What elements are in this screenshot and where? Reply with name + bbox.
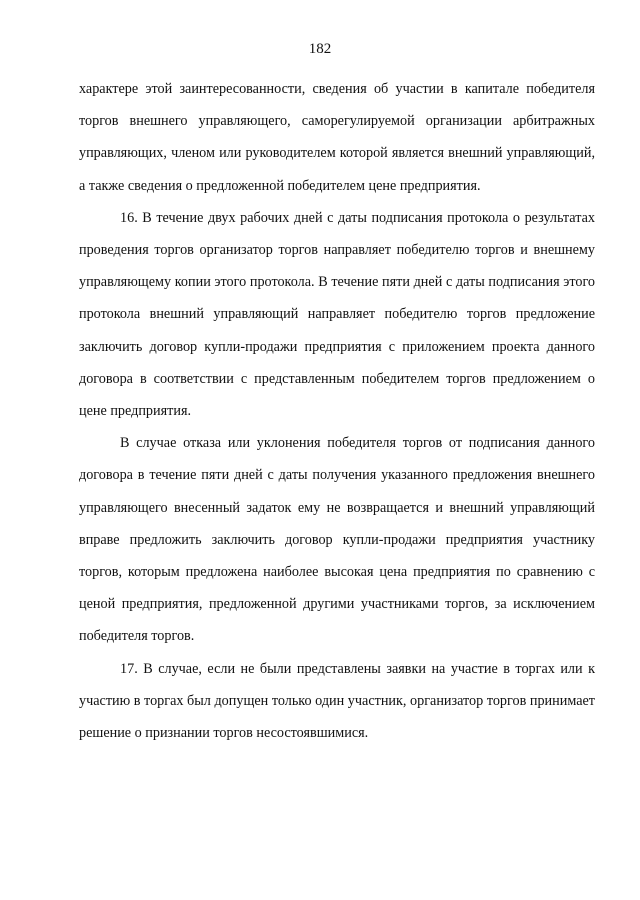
page-number: 182 bbox=[308, 41, 332, 57]
paragraph-clause-17: 17. В случае, если не были представлены заявки на участие в торгах или к участию в торгах был допущен только один участник, организатор торгов принимает решение о признании торгов несостоявшимися. bbox=[79, 660, 595, 742]
document-body bbox=[79, 73, 595, 749]
paragraph-refusal: В случае отказа или уклонения победителя торгов от подписания данного договора в течение пяти дней с даты получения указанного предложения внешнего управляющего внесенный задаток ему не возвращается и внешний управляющий вправе предложить заключить договор купли-продажи предприятия участнику торгов, которым предложена наиболее высокая цена предприятия по сравнению с ценой предприятия, предложенной другими участниками торгов, за исключением победителя торгов. bbox=[79, 435, 595, 645]
paragraph-clause-16: 16. В течение двух рабочих дней с даты подписания протокола о результатах проведения торгов организатор торгов направляет победителю торгов и внешнему управляющему копии этого протокола. В течение пяти дней с даты подписания этого протокола внешний управляющий направляет победителю торгов предложение заключить договор купли-продажи предприятия с приложением проекта данного договора в соответствии с представленным победителем торгов предложением о цене предприятия. bbox=[79, 209, 595, 420]
paragraph-continuation: характере этой заинтересованности, сведения об участии в капитале победителя торгов внешнего управляющего, саморегулируемой организации арбитражных управляющих, членом или руководителем которой является внешний управляющий, а также сведения о предложенной победителем цене предприятия. bbox=[79, 81, 595, 194]
